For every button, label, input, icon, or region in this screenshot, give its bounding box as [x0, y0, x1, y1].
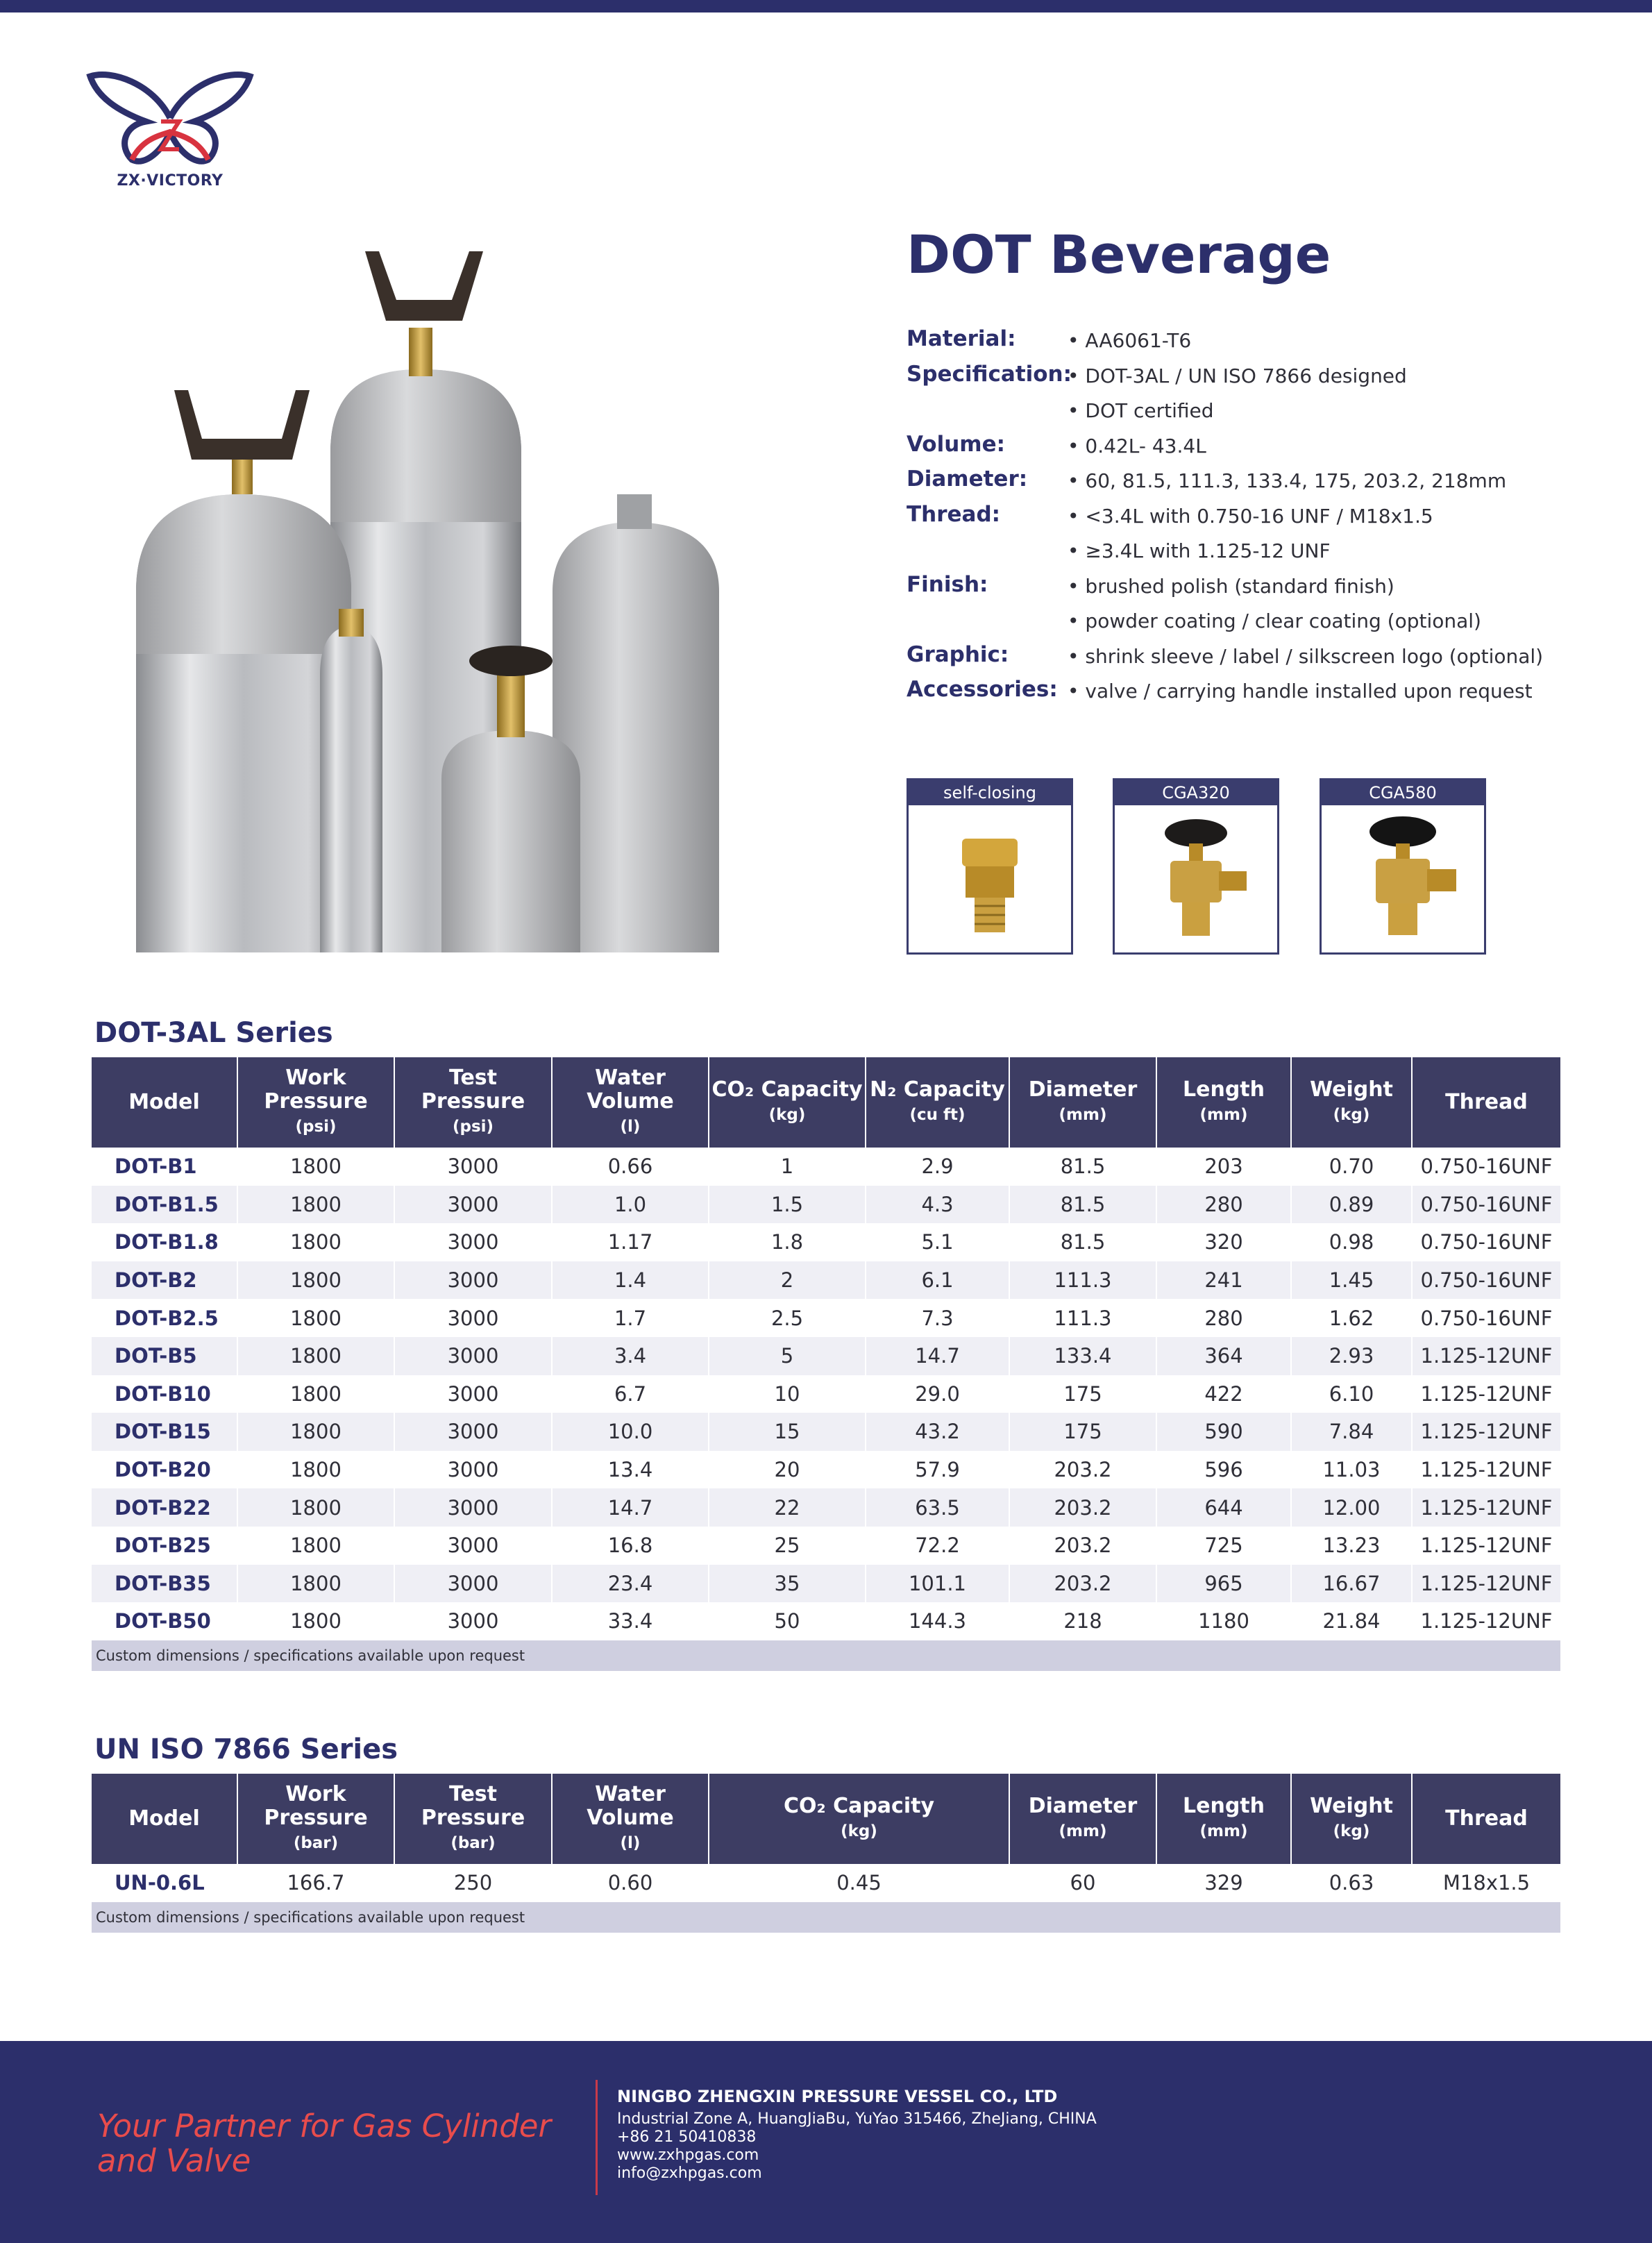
table-cell: 11.03 [1291, 1451, 1412, 1489]
tagline-line-1: Your Partner for Gas Cylinder [97, 2108, 551, 2144]
table-cell: 364 [1156, 1337, 1291, 1375]
table-cell: 0.98 [1291, 1223, 1412, 1261]
table-cell: 1800 [237, 1148, 394, 1186]
table-cell: 166.7 [237, 1864, 394, 1902]
column-header [1291, 1774, 1412, 1864]
column-header-unit: (bar) [450, 1834, 496, 1852]
column-header [1412, 1774, 1560, 1864]
table-cell: 14.7 [552, 1488, 709, 1527]
table-cell: 3000 [394, 1413, 552, 1451]
column-header-unit: (mm) [1199, 1822, 1248, 1840]
column-header-unit: (l) [620, 1834, 641, 1852]
spec-key: Material: [907, 326, 1016, 351]
spec-row [907, 603, 1601, 638]
table-cell: 2.9 [866, 1148, 1009, 1186]
column-header-label: CO₂ Capacity [783, 1794, 935, 1818]
table-cell: 1800 [237, 1337, 394, 1375]
model-cell: DOT-B22 [92, 1488, 237, 1527]
spec-key: Finish: [907, 571, 988, 597]
spec-key: Thread: [907, 501, 1001, 527]
column-header [1156, 1774, 1291, 1864]
table-cell: 111.3 [1009, 1261, 1156, 1300]
table-cell: 0.750-16UNF [1412, 1186, 1560, 1224]
table-cell: 1.125-12UNF [1420, 1609, 1553, 1633]
table-cell: 1.62 [1291, 1299, 1412, 1337]
table-cell: 320 [1156, 1223, 1291, 1261]
self-closing-valve-icon [909, 805, 1071, 952]
table-cell: 81.5 [1009, 1223, 1156, 1261]
spec-value: • shrink sleeve / label / silkscreen logo (optional) [1068, 644, 1544, 668]
tagline [97, 2109, 551, 2178]
table-row [92, 1299, 1560, 1337]
table-cell: 22 [709, 1488, 866, 1527]
table-cell: 203 [1156, 1148, 1291, 1186]
table-cell: 111.3 [1009, 1299, 1156, 1337]
table-cell: 101.1 [866, 1565, 1009, 1603]
company-website-link[interactable]: www.zxhpgas.com [617, 2147, 759, 2164]
table-cell: 16.67 [1291, 1565, 1412, 1603]
iso-series-title: UN ISO 7866 Series [94, 1733, 398, 1765]
table-cell: 43.2 [866, 1413, 1009, 1451]
spec-row [907, 532, 1601, 568]
cylinders-image [136, 230, 757, 952]
spec-value: • 60, 81.5, 111.3, 133.4, 175, 203.2, 218mm [1068, 469, 1507, 492]
table-cell: 203.2 [1009, 1488, 1156, 1527]
column-header [1156, 1057, 1291, 1148]
spec-row [907, 358, 1601, 393]
column-header-label: Water Volume [587, 1782, 674, 1830]
table-cell: 50 [709, 1602, 866, 1640]
table-cell: 3000 [394, 1451, 552, 1489]
column-header-label: Weight [1310, 1794, 1393, 1818]
table-cell: 1.17 [552, 1223, 709, 1261]
table-cell: 1.125-12UNF [1420, 1458, 1553, 1482]
column-header-label: Test Pressure [421, 1782, 525, 1830]
model-cell: DOT-B25 [92, 1527, 237, 1565]
table-cell: 644 [1156, 1488, 1291, 1527]
table-cell: 725 [1156, 1527, 1291, 1565]
spec-row [907, 673, 1601, 708]
table-cell: 1.5 [709, 1186, 866, 1224]
table-cell: 203.2 [1009, 1451, 1156, 1489]
table-cell: 1.125-12UNF [1412, 1565, 1560, 1603]
footer-divider [596, 2080, 598, 2195]
spec-value: • valve / carrying handle installed upon request [1068, 680, 1533, 703]
spec-row [907, 428, 1601, 463]
company-address: Industrial Zone A, HuangJiaBu, YuYao 315466, ZheJiang, CHINA [617, 2110, 1097, 2128]
table-cell: 6.7 [552, 1375, 709, 1413]
table-row [92, 1451, 1560, 1489]
column-header-unit: (l) [620, 1118, 641, 1136]
table-cell: 29.0 [866, 1375, 1009, 1413]
column-header-label: CO₂ Capacity [711, 1077, 863, 1102]
table-row [92, 1148, 1560, 1186]
spec-value: • AA6061-T6 [1068, 329, 1192, 352]
table-cell: 2.93 [1291, 1337, 1412, 1375]
column-header-label: Length [1183, 1077, 1265, 1102]
model-cell: DOT-B10 [92, 1375, 237, 1413]
column-header-label: Work Pressure [264, 1782, 368, 1830]
spec-value: • DOT-3AL / UN ISO 7866 designed [1068, 364, 1407, 387]
table-cell: 4.3 [866, 1186, 1009, 1224]
table-cell: 57.9 [866, 1451, 1009, 1489]
table-cell: 72.2 [866, 1527, 1009, 1565]
valve-card-cga580 [1320, 778, 1486, 955]
column-header [709, 1774, 1009, 1864]
table-note: Custom dimensions / specifications available upon request [92, 1640, 1560, 1671]
model-cell: DOT-B35 [92, 1565, 237, 1603]
column-header [92, 1774, 237, 1864]
table-cell: 3000 [394, 1299, 552, 1337]
spec-value: • DOT certified [1068, 399, 1214, 422]
table-row [92, 1602, 1560, 1640]
column-header [1009, 1774, 1156, 1864]
brand-name: ZX·VICTORY [117, 172, 224, 190]
column-header [92, 1057, 237, 1148]
table-cell: 3000 [394, 1375, 552, 1413]
column-header [1291, 1057, 1412, 1148]
column-header [1412, 1057, 1560, 1148]
spec-row [907, 322, 1601, 358]
spec-value: • <3.4L with 0.750-16 UNF / M18x1.5 [1068, 504, 1433, 528]
column-header [552, 1057, 709, 1148]
table-row [92, 1565, 1560, 1603]
table-cell: 1800 [237, 1413, 394, 1451]
table-row [92, 1488, 1560, 1527]
column-header [552, 1774, 709, 1864]
table-cell: 3000 [394, 1565, 552, 1603]
column-header-label: Work Pressure [264, 1066, 368, 1114]
table-cell: 0.89 [1291, 1186, 1412, 1224]
table-cell: 7.3 [866, 1299, 1009, 1337]
table-row [92, 1413, 1560, 1451]
column-header [866, 1057, 1009, 1148]
valve-label: CGA580 [1322, 780, 1484, 805]
column-header-unit: (kg) [841, 1822, 877, 1840]
table-cell: 0.750-16UNF [1420, 1230, 1553, 1254]
column-header-unit: (psi) [295, 1118, 337, 1136]
table-cell: 144.3 [866, 1602, 1009, 1640]
column-header-label: Length [1183, 1794, 1265, 1818]
table-cell: 2 [709, 1261, 866, 1300]
spec-key: Graphic: [907, 641, 1009, 667]
column-header-unit: (kg) [1333, 1822, 1370, 1840]
column-header-label: Test Pressure [421, 1066, 525, 1114]
spec-key: Specification: [907, 361, 1072, 387]
model-cell: DOT-B2.5 [92, 1299, 237, 1337]
table-row [92, 1261, 1560, 1300]
column-header [237, 1774, 394, 1864]
dot-series-title: DOT-3AL Series [94, 1017, 333, 1049]
table-cell: 12.00 [1291, 1488, 1412, 1527]
table-cell: 13.23 [1291, 1527, 1412, 1565]
table-cell: 280 [1156, 1186, 1291, 1224]
spec-row [907, 498, 1601, 533]
table-cell: 590 [1156, 1413, 1291, 1451]
table-cell: 203.2 [1009, 1565, 1156, 1603]
table-cell: 3000 [394, 1261, 552, 1300]
column-header-label: Weight [1310, 1077, 1393, 1102]
table-cell: 3000 [394, 1223, 552, 1261]
spec-row [907, 638, 1601, 673]
spec-row [907, 392, 1601, 428]
table-cell: 0.70 [1291, 1148, 1412, 1186]
table-row [92, 1375, 1560, 1413]
spec-list [907, 322, 1601, 708]
model-cell: DOT-B5 [92, 1337, 237, 1375]
column-header-unit: (kg) [768, 1106, 806, 1124]
table-cell: 1.125-12UNF [1412, 1488, 1560, 1527]
table-cell: 2.5 [709, 1299, 866, 1337]
table-cell: 1 [709, 1148, 866, 1186]
table-cell: 81.5 [1009, 1186, 1156, 1224]
table-cell: 1800 [237, 1375, 394, 1413]
table-cell: 0.66 [552, 1148, 709, 1186]
spec-row [907, 462, 1601, 498]
table-cell: 0.750-16UNF [1412, 1261, 1560, 1300]
table-cell: 35 [709, 1565, 866, 1603]
table-cell: 13.4 [552, 1451, 709, 1489]
table-cell: 422 [1156, 1375, 1291, 1413]
table-cell: 1800 [237, 1451, 394, 1489]
table-cell: 10 [709, 1375, 866, 1413]
company-contact [617, 2110, 1097, 2183]
table-row [92, 1527, 1560, 1565]
table-cell: 3.4 [552, 1337, 709, 1375]
table-cell: 1.7 [552, 1299, 709, 1337]
spec-key: Volume: [907, 431, 1006, 457]
table-cell: 20 [709, 1451, 866, 1489]
column-header-label: Diameter [1028, 1794, 1138, 1818]
company-name: NINGBO ZHENGXIN PRESSURE VESSEL CO., LTD [617, 2087, 1058, 2106]
column-header-unit: (mm) [1199, 1106, 1248, 1124]
table-cell: 10.0 [552, 1413, 709, 1451]
company-phone: +86 21 50410838 [617, 2128, 757, 2146]
table-cell: 1.125-12UNF [1412, 1337, 1560, 1375]
table-row [92, 1864, 1560, 1902]
table-cell: 1800 [237, 1602, 394, 1640]
footer [0, 2041, 1652, 2243]
table-cell: 203.2 [1009, 1527, 1156, 1565]
spec-value: • powder coating / clear coating (optional) [1068, 610, 1481, 632]
table-cell: 175 [1009, 1413, 1156, 1451]
table-cell: 6.1 [866, 1261, 1009, 1300]
column-header [237, 1057, 394, 1148]
table-cell: 250 [394, 1864, 552, 1902]
table-cell: 218 [1009, 1602, 1156, 1640]
table-cell: 7.84 [1291, 1413, 1412, 1451]
table-cell: 3000 [394, 1186, 552, 1224]
table-cell: 175 [1009, 1375, 1156, 1413]
table-cell: 1800 [237, 1527, 394, 1565]
table-note-row [92, 1902, 1560, 1933]
column-header-unit: (bar) [293, 1834, 339, 1852]
table-cell: 133.4 [1009, 1337, 1156, 1375]
valve-label: self-closing [909, 780, 1071, 805]
valve-label: CGA320 [1115, 780, 1277, 805]
table-cell: 3000 [394, 1527, 552, 1565]
table-cell: 965 [1156, 1565, 1291, 1603]
table-note: Custom dimensions / specifications available upon request [92, 1902, 1560, 1933]
table-cell: 1800 [237, 1186, 394, 1224]
table-cell: 596 [1156, 1451, 1291, 1489]
top-bar [0, 0, 1652, 12]
model-cell: DOT-B2 [92, 1261, 237, 1300]
table-cell: 5.1 [866, 1223, 1009, 1261]
butterfly-logo-icon [83, 69, 257, 174]
valve-card-self-closing [907, 778, 1073, 955]
column-header [1009, 1057, 1156, 1148]
table-cell: 280 [1156, 1299, 1291, 1337]
table-cell: 0.60 [552, 1864, 709, 1902]
table-cell: 3000 [394, 1602, 552, 1640]
table-cell: 329 [1156, 1864, 1291, 1902]
table-row [92, 1337, 1560, 1375]
table-cell: 0.750-16UNF [1420, 1154, 1553, 1179]
table-row [92, 1186, 1560, 1224]
spec-value: • brushed polish (standard finish) [1068, 574, 1394, 598]
column-header-label: Model [128, 1090, 200, 1114]
cga320-valve-icon [1115, 805, 1277, 952]
column-header [394, 1057, 552, 1148]
table-cell: 33.4 [552, 1602, 709, 1640]
table-cell: 16.8 [552, 1527, 709, 1565]
column-header-unit: (cu ft) [909, 1106, 966, 1124]
table-cell: 1800 [237, 1488, 394, 1527]
table-row [92, 1223, 1560, 1261]
table-cell: 60 [1009, 1864, 1156, 1902]
column-header-unit: (mm) [1059, 1822, 1107, 1840]
model-cell: DOT-B1.8 [92, 1223, 237, 1261]
cga580-valve-icon [1322, 805, 1484, 952]
table-cell: 241 [1156, 1261, 1291, 1300]
table-cell: 1.8 [709, 1223, 866, 1261]
table-cell: 23.4 [552, 1565, 709, 1603]
table-cell: 1.45 [1291, 1261, 1412, 1300]
column-header [394, 1774, 552, 1864]
page-title: DOT Beverage [907, 224, 1331, 285]
spec-key: Accessories: [907, 677, 1058, 702]
table-cell: 1.125-12UNF [1420, 1534, 1553, 1558]
table-cell: 6.10 [1291, 1375, 1412, 1413]
model-cell: DOT-B1.5 [92, 1186, 237, 1224]
table-cell: 1180 [1156, 1602, 1291, 1640]
column-header-label: Thread [1445, 1090, 1528, 1114]
model-cell: DOT-B15 [92, 1413, 237, 1451]
table-cell: 1800 [237, 1299, 394, 1337]
table-cell: M18x1.5 [1442, 1871, 1531, 1895]
table-cell: 1800 [237, 1565, 394, 1603]
table-cell: 14.7 [866, 1337, 1009, 1375]
column-header [709, 1057, 866, 1148]
table-cell: 1800 [237, 1261, 394, 1300]
table-cell: 1.0 [552, 1186, 709, 1224]
column-header-label: Thread [1445, 1806, 1528, 1831]
table-cell: 0.63 [1291, 1864, 1412, 1902]
table-cell: 3000 [394, 1337, 552, 1375]
table-cell: 15 [709, 1413, 866, 1451]
table-cell: 25 [709, 1527, 866, 1565]
table-cell: 3000 [394, 1148, 552, 1186]
table-note-row [92, 1640, 1560, 1671]
table-cell: 1800 [237, 1223, 394, 1261]
spec-row [907, 568, 1601, 603]
table-cell: 63.5 [866, 1488, 1009, 1527]
table-cell: 5 [709, 1337, 866, 1375]
table-cell: 3000 [394, 1488, 552, 1527]
dot-series-table [92, 1057, 1560, 1671]
tagline-line-2: and Valve [97, 2142, 251, 2179]
table-cell: 81.5 [1009, 1148, 1156, 1186]
iso-series-table [92, 1774, 1560, 1933]
column-header-unit: (mm) [1059, 1106, 1107, 1124]
company-email-link[interactable]: info@zxhpgas.com [617, 2165, 762, 2182]
spec-key: Diameter: [907, 467, 1028, 492]
table-cell: 21.84 [1291, 1602, 1412, 1640]
table-cell: 1.125-12UNF [1412, 1413, 1560, 1451]
column-header-unit: (kg) [1333, 1106, 1370, 1124]
column-header-label: Diameter [1028, 1077, 1138, 1102]
brand-logo [83, 69, 257, 194]
table-cell: 0.750-16UNF [1420, 1306, 1553, 1330]
model-cell: UN-0.6L [92, 1864, 237, 1902]
model-cell: DOT-B1 [92, 1148, 237, 1186]
column-header-label: Water Volume [587, 1066, 674, 1114]
table-cell: 0.45 [709, 1864, 1009, 1902]
model-cell: DOT-B20 [92, 1451, 237, 1489]
column-header-label: N₂ Capacity [870, 1077, 1005, 1102]
model-cell: DOT-B50 [92, 1602, 237, 1640]
spec-value: • 0.42L- 43.4L [1068, 434, 1206, 457]
table-cell: 1.4 [552, 1261, 709, 1300]
spec-value: • ≥3.4L with 1.125-12 UNF [1068, 539, 1331, 562]
valve-card-cga320 [1113, 778, 1279, 955]
table-cell: 1.125-12UNF [1420, 1381, 1553, 1406]
column-header-label: Model [128, 1806, 200, 1831]
column-header-unit: (psi) [452, 1118, 494, 1136]
